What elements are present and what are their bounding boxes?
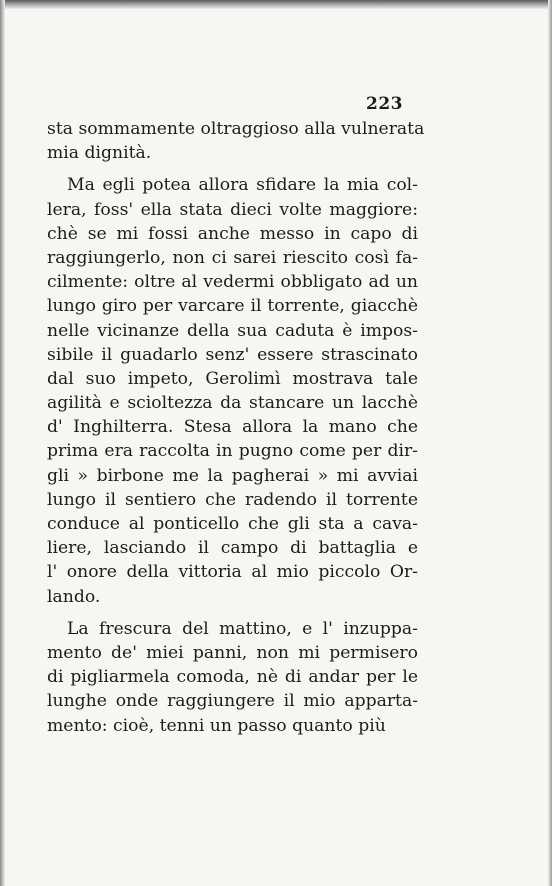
text-line: chè se mi fossi anche messo in capo di <box>47 223 418 244</box>
text-line: conduce al ponticello che gli sta a cava- <box>47 514 418 534</box>
text-line: lungo giro per varcare il torrente, giacchè <box>47 296 418 317</box>
text-line: La frescura del mattino, e l' inzuppa- <box>67 618 418 639</box>
text-line: liere, lasciando il campo di battaglia e <box>47 538 418 559</box>
text-line: mia dignità. <box>47 143 152 164</box>
text-line: lunghe onde raggiungere il mio apparta- <box>47 691 418 712</box>
text-line: sibile il guadarlo senz' essere strascinato <box>47 344 418 365</box>
paragraph-gap <box>47 165 418 173</box>
paragraph-gap <box>47 609 418 617</box>
page-right-edge <box>548 0 552 886</box>
text-line: lungo il sentiero che radendo il torrente <box>47 489 418 510</box>
text-line: d' Inghilterra. Stesa allora la mano che <box>47 417 418 438</box>
text-line: mento de' miei panni, non mi permisero <box>47 642 418 663</box>
text-line: gli » birbone me la pagherai » mi avviai <box>47 465 418 486</box>
text-line: lera, foss' ella stata dieci volte maggiore: <box>47 199 418 220</box>
text-line: dal suo impeto, Gerolimì mostrava tale <box>47 368 418 389</box>
page-left-edge <box>0 0 5 886</box>
page-top-edge <box>0 0 552 9</box>
paragraph <box>47 117 425 165</box>
text-line: l' onore della vittoria al mio piccolo Or- <box>47 562 418 583</box>
paragraph <box>47 173 418 608</box>
text-line: mento: cioè, tenni un passo quanto più <box>47 715 386 736</box>
text-line: Ma egli potea allora sfidare la mia col- <box>67 175 418 196</box>
text-line: lando. <box>47 586 101 607</box>
page-number: 223 <box>366 94 403 114</box>
text-line: di pigliarmela comoda, nè di andar per le <box>47 667 418 688</box>
text-line: nelle vicinanze della sua caduta è impos- <box>47 320 418 341</box>
text-line: raggiungerlo, non ci sarei riescito così fa- <box>47 247 418 268</box>
text-line: sta sommamente oltraggioso alla vulnerata <box>47 119 425 139</box>
paragraph <box>47 617 418 738</box>
text-line: cilmente: oltre al vedermi obbligato ad un <box>47 272 418 293</box>
text-line: agilità e scioltezza da stancare un lacchè <box>47 393 418 414</box>
body-text <box>47 117 425 738</box>
text-line: prima era raccolta in pugno come per dir- <box>47 441 418 462</box>
